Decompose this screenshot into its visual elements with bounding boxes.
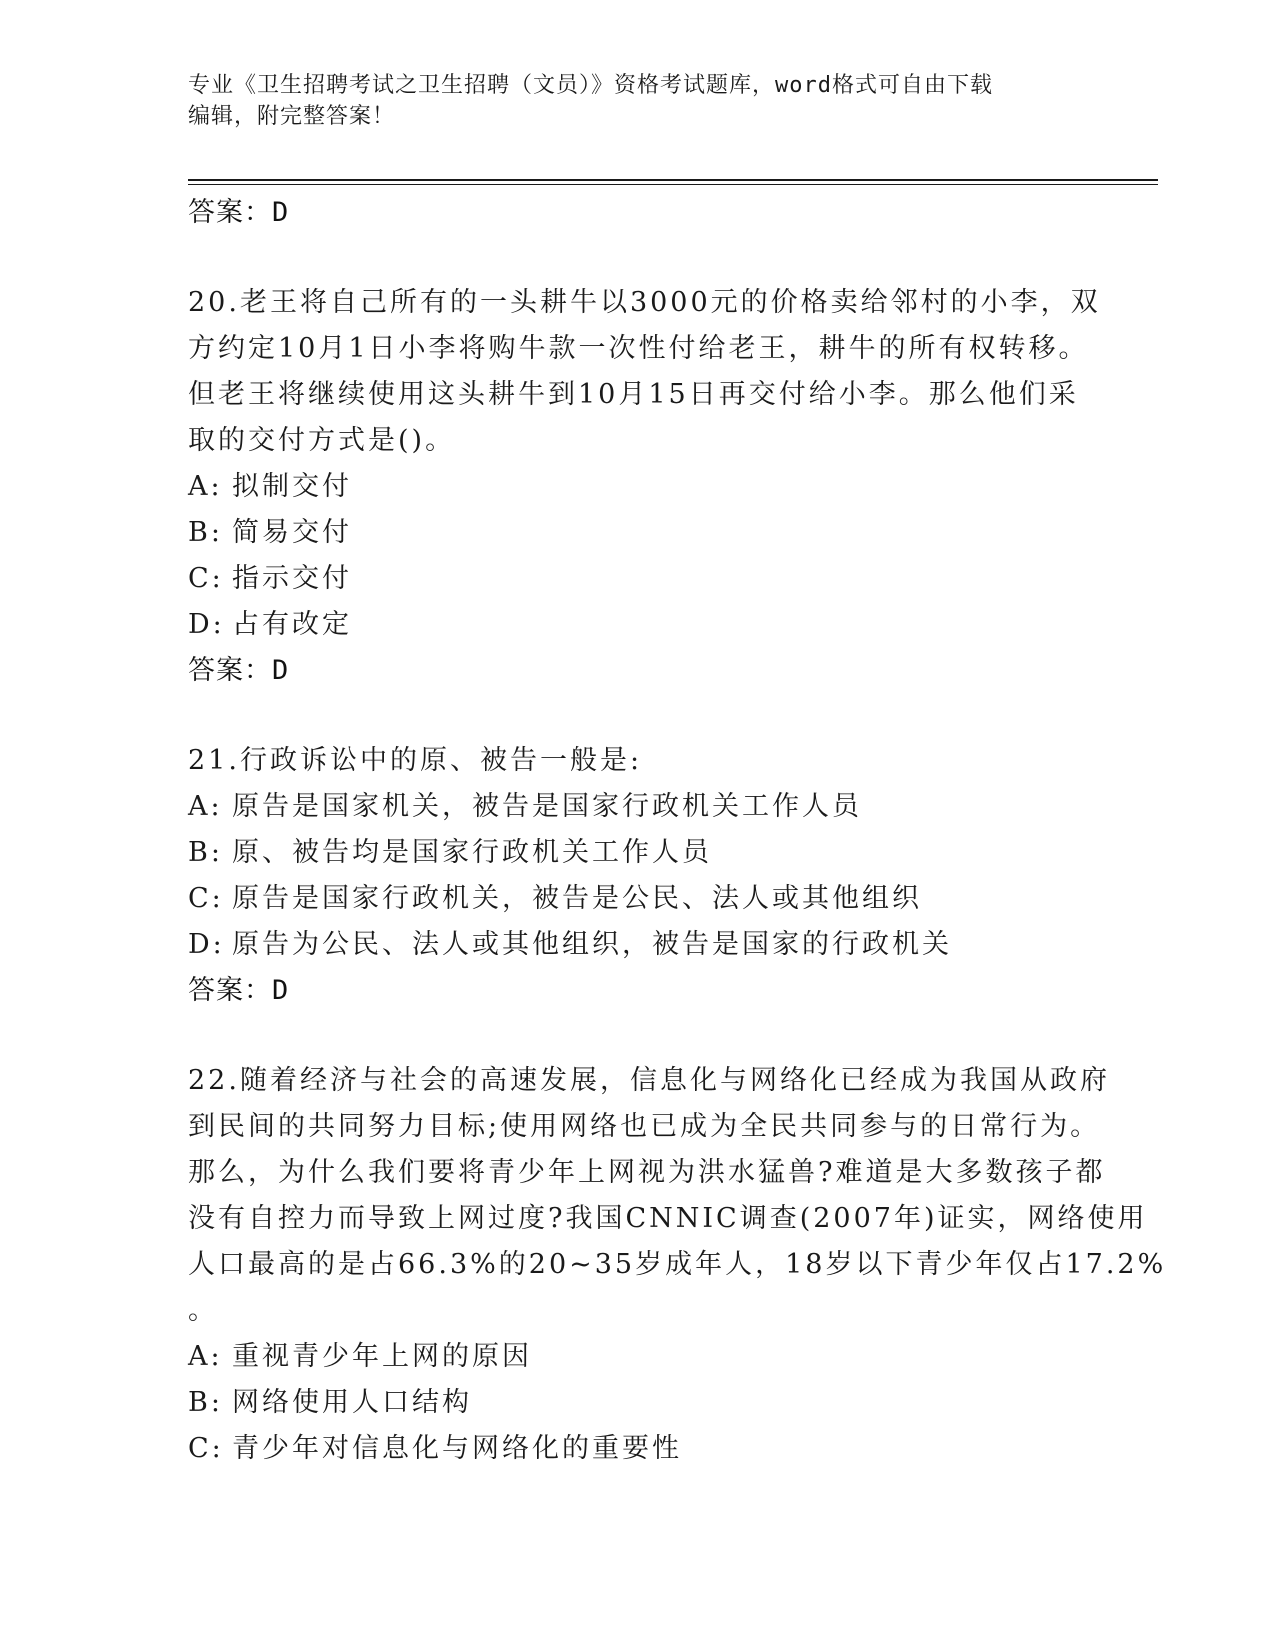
option-text: 重视青少年上网的原因 xyxy=(232,1341,532,1372)
option-label: B: xyxy=(188,517,223,548)
answer: 答案：D xyxy=(188,655,290,686)
option-a xyxy=(188,784,1088,830)
question-22 xyxy=(188,1058,1167,1472)
option-label: B: xyxy=(188,1387,223,1418)
question-text-line: 到民间的共同努力目标;使用网络也已成为全民共同参与的日常行为。 xyxy=(188,1111,1101,1142)
answer: 答案：D xyxy=(188,975,290,1006)
question-text-line: 20.老王将自己所有的一头耕牛以3000元的价格卖给邻村的小李，双 xyxy=(188,287,1101,318)
header-divider-thin xyxy=(188,184,1158,185)
question-text-line: 但老王将继续使用这头耕牛到10月15日再交付给小李。那么他们采 xyxy=(188,379,1079,410)
option-label: B: xyxy=(188,837,223,868)
spacer xyxy=(188,1014,1088,1058)
header-line-2: 编辑，附完整答案！ xyxy=(188,104,396,129)
question-text-line: 没有自控力而导致上网过度?我国CNNIC调查(2007年)证实，网络使用 xyxy=(188,1203,1148,1234)
option-label: A: xyxy=(188,1341,223,1372)
option-c xyxy=(188,556,1088,602)
option-a xyxy=(188,464,1088,510)
question-text-line: 取的交付方式是()。 xyxy=(188,425,456,456)
option-b xyxy=(188,510,1088,556)
question-text-line: 22.随着经济与社会的高速发展，信息化与网络化已经成为我国从政府 xyxy=(188,1065,1110,1096)
header-line-1: 专业《卫生招聘考试之卫生招聘（文员）》资格考试题库，word格式可自由下载 xyxy=(188,73,993,98)
option-c xyxy=(188,1426,1088,1472)
question-20 xyxy=(188,280,1101,694)
question-text-line: 那么，为什么我们要将青少年上网视为洪水猛兽?难道是大多数孩子都 xyxy=(188,1157,1106,1188)
option-text: 拟制交付 xyxy=(232,471,352,502)
spacer xyxy=(188,694,1088,738)
option-text: 占有改定 xyxy=(232,609,352,640)
question-text-line: 人口最高的是占66.3%的20~35岁成年人，18岁以下青少年仅占17.2% xyxy=(188,1249,1167,1280)
option-a xyxy=(188,1334,1088,1380)
previous-answer: 答案：D xyxy=(188,197,290,228)
document-body xyxy=(188,190,1167,1472)
option-b xyxy=(188,830,1088,876)
option-label: C: xyxy=(188,1433,224,1464)
question-text-line: 方约定10月1日小李将购牛款一次性付给老王，耕牛的所有权转移。 xyxy=(188,333,1089,364)
option-text: 青少年对信息化与网络化的重要性 xyxy=(232,1433,682,1464)
option-text: 简易交付 xyxy=(232,517,352,548)
option-label: A: xyxy=(188,471,223,502)
option-text: 指示交付 xyxy=(232,563,352,594)
option-text: 原告是国家行政机关，被告是公民、法人或其他组织 xyxy=(232,883,922,914)
option-text: 原告是国家机关，被告是国家行政机关工作人员 xyxy=(232,791,862,822)
option-d xyxy=(188,602,1088,648)
spacer xyxy=(188,236,1088,280)
document-header xyxy=(188,70,1088,132)
option-text: 原告为公民、法人或其他组织，被告是国家的行政机关 xyxy=(232,929,952,960)
option-text: 网络使用人口结构 xyxy=(232,1387,472,1418)
option-b xyxy=(188,1380,1088,1426)
header-divider-thick xyxy=(188,179,1158,181)
question-21 xyxy=(188,738,1088,1014)
question-text-line: 21.行政诉讼中的原、被告一般是: xyxy=(188,745,643,776)
option-label: C: xyxy=(188,883,224,914)
option-label: C: xyxy=(188,563,224,594)
option-c xyxy=(188,876,1088,922)
option-label: D: xyxy=(188,609,225,640)
option-text: 原、被告均是国家行政机关工作人员 xyxy=(232,837,712,868)
option-label: A: xyxy=(188,791,223,822)
question-text-line: 。 xyxy=(188,1295,218,1326)
option-label: D: xyxy=(188,929,225,960)
option-d xyxy=(188,922,1088,968)
